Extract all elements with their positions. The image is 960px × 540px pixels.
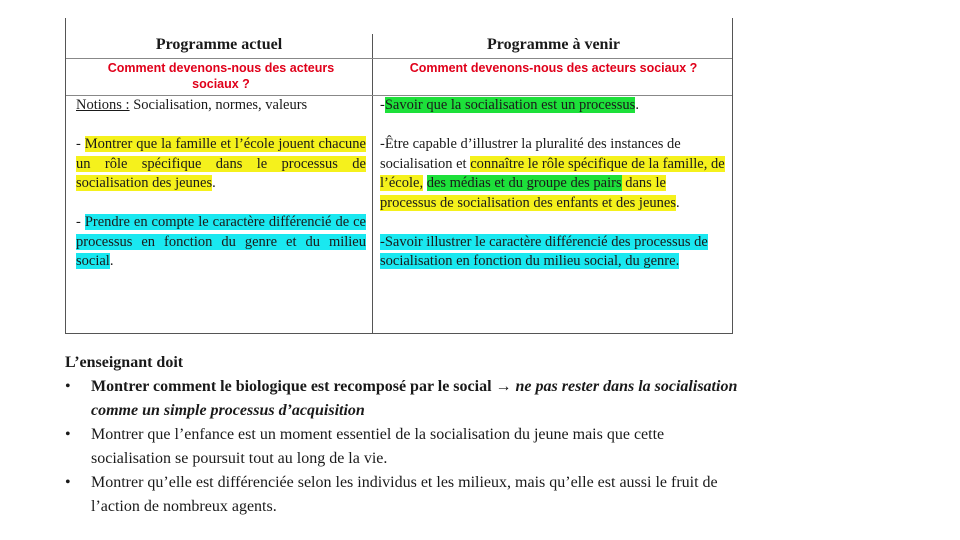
notes-title: L’enseignant doit: [65, 354, 184, 371]
bullet-icon: •: [65, 378, 71, 395]
list-item: [65, 423, 745, 471]
bullet-2-text: Montrer que l’enfance est un moment essentiel de la socialisation du jeune mais que cette socialisation se poursuit tout au long de la vie.: [91, 426, 665, 467]
teacher-notes: [65, 351, 745, 519]
header-rule: [66, 58, 732, 59]
left-paragraph-1: [76, 135, 366, 194]
left-column-header: Programme actuel: [155, 36, 283, 53]
right-column-header: Programme à venir: [487, 36, 620, 53]
column-divider: [372, 34, 373, 333]
highlight-green: Savoir que la socialisation est un processus: [384, 97, 636, 113]
comparison-table: [65, 18, 733, 334]
highlight-yellow: Montrer que la famille et l’école jouent chacune un rôle spécifique dans le processus de socialisation des jeunes: [76, 136, 366, 191]
right-paragraph-1: [380, 96, 725, 116]
period: .: [635, 97, 639, 113]
right-paragraph-2: [380, 135, 725, 213]
bullet-icon: •: [65, 474, 71, 491]
dash: -: [380, 97, 385, 113]
bullet-3-text: Montrer qu’elle est différenciée selon les individus et les milieux, mais qu’elle est aussi le fruit de l’action de nombreux agents.: [91, 474, 718, 515]
left-question: Comment devenons-nous des acteurs sociaux ?: [107, 61, 335, 91]
notions-text: Socialisation, normes, valeurs: [129, 97, 308, 113]
notions-line: [76, 96, 366, 116]
notions-label: Notions :: [76, 97, 130, 113]
right-cell-content: [380, 96, 725, 291]
period: .: [675, 194, 680, 211]
bullet-1-bold: Montrer comment le biologique est recomposé par le social →: [91, 378, 516, 395]
left-paragraph-2: [76, 213, 366, 272]
plain-text: -Être capable d’illustrer la pluralité des instances de socialisation et: [380, 136, 681, 172]
list-item: [65, 471, 745, 519]
right-question: Comment devenons-nous des acteurs sociaux ?: [409, 61, 698, 75]
highlight-cyan: Prendre en compte le caractère différencié de ce processus en fonction du genre et du milieu social: [76, 214, 366, 269]
period: .: [109, 253, 114, 269]
highlight-yellow: dans le processus de socialisation des enfants et des jeunes: [380, 175, 676, 211]
highlight-cyan: -Savoir illustrer le caractère différencié des processus de socialisation en fonction du milieu social, du genre.: [380, 233, 708, 269]
highlight-green: des médias et du groupe des pairs: [426, 175, 622, 191]
bullet-icon: •: [65, 426, 71, 443]
highlight-yellow: connaître le rôle spécifique de la famille, de l’école,: [380, 155, 725, 191]
dash: -: [76, 136, 85, 152]
list-item: [65, 375, 745, 423]
bullet-1-italic: ne pas rester dans la socialisation comme un simple processus d’acquisition: [91, 378, 738, 419]
dash: -: [76, 214, 85, 230]
right-paragraph-3: [380, 233, 725, 272]
period: .: [212, 175, 216, 191]
left-cell-content: [76, 96, 366, 291]
